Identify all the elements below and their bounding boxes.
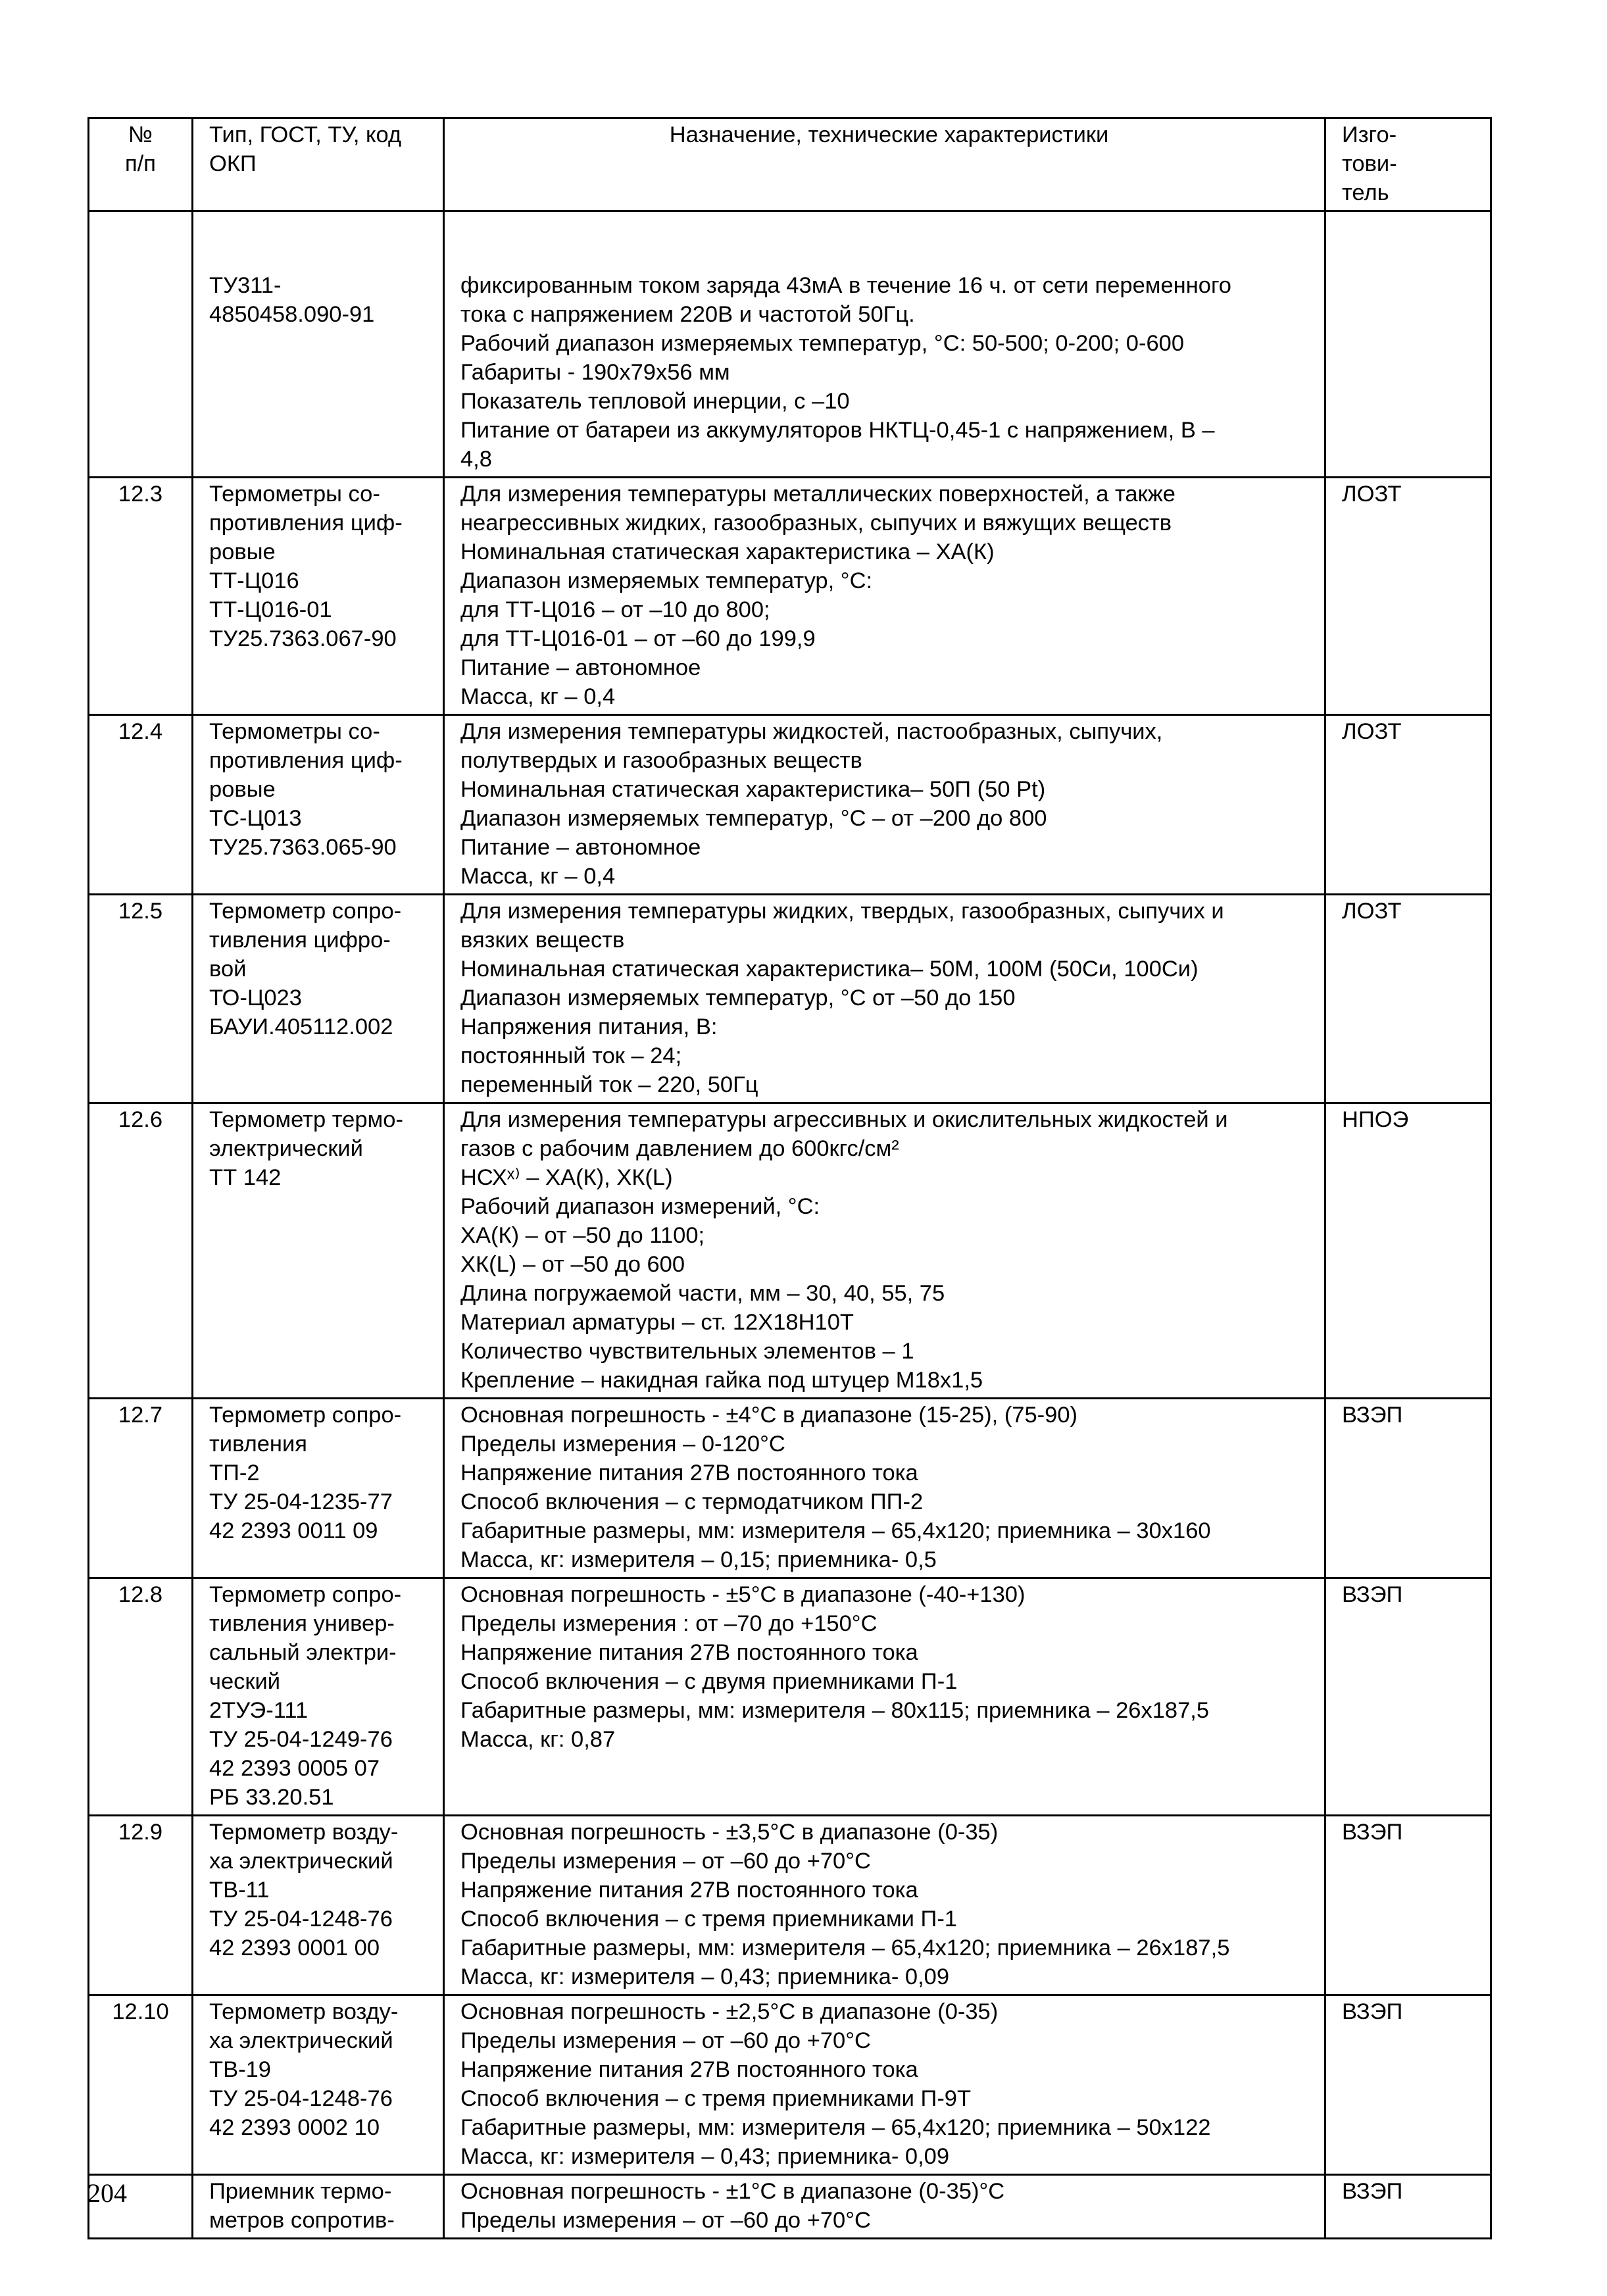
row-manufacturer: ЛОЗТ <box>1325 895 1491 1103</box>
description-line: тока с напряжением 220В и частотой 50Гц. <box>460 302 915 327</box>
type-line: ровые <box>209 539 276 564</box>
description-line: Основная погрешность - ±4°С в диапазоне (15-25), (75-90) <box>460 1403 1078 1428</box>
description-line: Количество чувствительных элементов – 1 <box>460 1339 914 1364</box>
table-row <box>89 895 1491 1103</box>
type-line: ТВ-19 <box>209 2057 271 2082</box>
row-description <box>444 1578 1325 1816</box>
header-line: Тип, ГОСТ, ТУ, код <box>209 122 402 147</box>
description-line: Материал арматуры – ст. 12Х18Н10Т <box>460 1310 854 1335</box>
type-line: ТУ25.7363.065-90 <box>209 835 397 860</box>
description-line: для ТТ-Ц016 – от –10 до 800; <box>460 597 770 622</box>
header-line: ОКП <box>209 151 257 176</box>
row-number: 12.9 <box>89 1816 193 1995</box>
row-manufacturer: ЛОЗТ <box>1325 478 1491 715</box>
type-line: ха электрический <box>209 2028 393 2053</box>
description-line: Для измерения температуры жидких, твердых, газообразных, сыпучих и <box>460 899 1224 924</box>
type-line: ТТ-Ц016-01 <box>209 597 332 622</box>
description-line: Питание от батареи из аккумуляторов НКТЦ-0,45-1 с напряжением, В – <box>460 418 1215 443</box>
type-line: Термометр сопро- <box>209 1403 402 1428</box>
header-line: п/п <box>125 151 156 176</box>
row-number: 12.7 <box>89 1399 193 1578</box>
type-line: ТУ25.7363.067-90 <box>209 626 397 651</box>
description-line: Способ включения – с тремя приемниками П-1 <box>460 1907 957 1932</box>
row-manufacturer: ВЗЭП <box>1325 1816 1491 1995</box>
description-line: Пределы измерения – 0-120°С <box>460 1432 785 1457</box>
description-line <box>460 242 1318 271</box>
type-line: ТВ-11 <box>209 1878 270 1903</box>
description-line: Основная погрешность - ±3,5°С в диапазоне (0-35) <box>460 1820 999 1845</box>
row-type <box>193 1103 444 1399</box>
header-line: № <box>128 122 153 147</box>
type-line: ТП-2 <box>209 1460 260 1485</box>
description-line <box>460 213 1318 242</box>
row-description <box>444 1399 1325 1578</box>
description-line: Пределы измерения – от –60 до +70°С <box>460 2028 871 2053</box>
row-number: 12.6 <box>89 1103 193 1399</box>
description-line: Габариты - 190х79х56 мм <box>460 360 730 385</box>
table-row <box>89 478 1491 715</box>
row-type <box>193 1399 444 1578</box>
description-line: 4,8 <box>460 447 492 472</box>
table-header-row <box>89 118 1491 211</box>
description-line: Габаритные размеры, мм: измерителя – 65,4х120; приемника – 30х160 <box>460 1518 1211 1543</box>
type-line: Термометр сопро- <box>209 899 402 924</box>
description-line: Рабочий диапазон измеряемых температур, °С: 50-500; 0-200; 0-600 <box>460 331 1185 356</box>
description-line: Показатель тепловой инерции, с –10 <box>460 389 850 414</box>
row-number: 12.8 <box>89 1578 193 1816</box>
description-line: Способ включения – с тремя приемниками П-9Т <box>460 2086 972 2111</box>
row-type <box>193 478 444 715</box>
type-line: ческий <box>209 1669 281 1694</box>
description-line: Напряжение питания 27В постоянного тока <box>460 1640 918 1665</box>
row-type <box>193 1995 444 2175</box>
type-line: ТУ 25-04-1248-76 <box>209 1907 393 1932</box>
type-line: 42 2393 0002 10 <box>209 2115 380 2140</box>
description-line: Диапазон измеряемых температур, °С от –50 до 150 <box>460 986 1016 1011</box>
row-number <box>89 211 193 478</box>
row-description <box>444 1816 1325 1995</box>
row-description <box>444 1103 1325 1399</box>
table-body <box>89 211 1491 2239</box>
row-description <box>444 478 1325 715</box>
type-line: ТУ 25-04-1235-77 <box>209 1489 393 1514</box>
row-description <box>444 895 1325 1103</box>
description-line: Крепление – накидная гайка под штуцер М18х1,5 <box>460 1368 983 1393</box>
description-line: Номинальная статическая характеристика– 50П (50 Pt) <box>460 777 1046 802</box>
row-type <box>193 1816 444 1995</box>
description-line: постоянный ток – 24; <box>460 1043 682 1068</box>
table-row <box>89 2175 1491 2239</box>
type-line: тивления универ- <box>209 1611 395 1636</box>
row-manufacturer: ВЗЭП <box>1325 1995 1491 2175</box>
row-manufacturer: ЛОЗТ <box>1325 715 1491 895</box>
type-line: ТУ311- <box>209 273 282 298</box>
header-manufacturer <box>1325 118 1491 211</box>
header-line: тель <box>1342 180 1389 205</box>
type-line: 4850458.090-91 <box>209 302 375 327</box>
table-row <box>89 211 1491 478</box>
description-line: Для измерения температуры жидкостей, пастообразных, сыпучих, <box>460 719 1163 744</box>
type-line: ТТ 142 <box>209 1165 282 1190</box>
type-line: электрический <box>209 1136 363 1161</box>
row-description <box>444 715 1325 895</box>
description-line: Напряжение питания 27В постоянного тока <box>460 2057 918 2082</box>
type-line: ТУ 25-04-1248-76 <box>209 2086 393 2111</box>
description-line: для ТТ-Ц016-01 – от –60 до 199,9 <box>460 626 816 651</box>
type-line: Термометры со- <box>209 719 380 744</box>
type-line: ТС-Ц013 <box>209 806 302 831</box>
description-line: Длина погружаемой части, мм – 30, 40, 55, 75 <box>460 1281 945 1306</box>
description-line: ХА(К) – от –50 до 1100; <box>460 1223 705 1248</box>
description-line: Напряжения питания, В: <box>460 1014 718 1039</box>
type-line: ТТ-Ц016 <box>209 568 299 593</box>
row-type <box>193 2175 444 2239</box>
header-line: тови- <box>1342 151 1397 176</box>
row-description <box>444 211 1325 478</box>
row-manufacturer: ВЗЭП <box>1325 1399 1491 1578</box>
table-row <box>89 1816 1491 1995</box>
type-line: Термометры со- <box>209 482 380 507</box>
specification-table <box>87 117 1492 2239</box>
row-type <box>193 715 444 895</box>
description-line: вязких веществ <box>460 928 625 953</box>
row-description <box>444 2175 1325 2239</box>
description-line: Пределы измерения – от –60 до +70°С <box>460 1849 871 1874</box>
description-line: Масса, кг – 0,4 <box>460 864 616 889</box>
type-line: тивления цифро- <box>209 928 391 953</box>
description-line: Габаритные размеры, мм: измерителя – 80х115; приемника – 26х187,5 <box>460 1698 1210 1723</box>
type-line: ровые <box>209 777 276 802</box>
description-line: Основная погрешность - ±2,5°С в диапазоне (0-35) <box>460 1999 999 2024</box>
type-line: Термометр сопро- <box>209 1582 402 1607</box>
description-line: Способ включения – с двумя приемниками П-1 <box>460 1669 958 1694</box>
description-line: Габаритные размеры, мм: измерителя – 65,4х120; приемника – 26х187,5 <box>460 1935 1230 1960</box>
description-line: Напряжение питания 27В постоянного тока <box>460 1460 918 1485</box>
type-line: тивления <box>209 1432 307 1457</box>
table-row <box>89 1995 1491 2175</box>
row-number: 12.4 <box>89 715 193 895</box>
description-line: Рабочий диапазон измерений, °С: <box>460 1194 820 1219</box>
page-number: 204 <box>87 2178 127 2208</box>
type-line: 2ТУЭ-111 <box>209 1698 309 1723</box>
row-description <box>444 1995 1325 2175</box>
type-line: ТУ 25-04-1249-76 <box>209 1727 393 1752</box>
row-manufacturer <box>1325 211 1491 478</box>
description-line: Для измерения температуры агрессивных и окислительных жидкостей и <box>460 1107 1228 1132</box>
description-line: Напряжение питания 27В постоянного тока <box>460 1878 918 1903</box>
table-row <box>89 715 1491 895</box>
row-number: 12.10 <box>89 1995 193 2175</box>
description-line: Масса, кг – 0,4 <box>460 684 616 709</box>
description-line: Основная погрешность - ±1°С в диапазоне (0-35)°С <box>460 2179 1005 2204</box>
row-manufacturer: ВЗЭП <box>1325 2175 1491 2239</box>
description-line: Масса, кг: измерителя – 0,43; приемника- 0,09 <box>460 1964 950 1989</box>
row-type <box>193 1578 444 1816</box>
description-line: Диапазон измеряемых температур, °С – от –200 до 800 <box>460 806 1047 831</box>
header-type <box>193 118 444 211</box>
type-line: Термометр возду- <box>209 1820 399 1845</box>
type-line: ТО-Ц023 <box>209 986 302 1011</box>
header-line: Изго- <box>1342 122 1397 147</box>
description-line: неагрессивных жидких, газообразных, сыпучих и вяжущих веществ <box>460 511 1172 536</box>
type-line: вой <box>209 957 247 982</box>
type-line <box>209 242 443 271</box>
type-line: 42 2393 0001 00 <box>209 1935 380 1960</box>
table-row <box>89 1399 1491 1578</box>
description-line: Номинальная статическая характеристика– 50М, 100М (50Си, 100Си) <box>460 957 1199 982</box>
description-line: ХК(L) – от –50 до 600 <box>460 1252 685 1277</box>
description-line: фиксированным током заряда 43мА в течение 16 ч. от сети переменного <box>460 273 1231 298</box>
type-line: РБ 33.20.51 <box>209 1785 334 1810</box>
description-line: Пределы измерения – от –60 до +70°С <box>460 2208 871 2233</box>
description-line: Масса, кг: измерителя – 0,43; приемника- 0,09 <box>460 2144 950 2169</box>
description-line: Для измерения температуры металлических поверхностей, а также <box>460 482 1175 507</box>
description-line: полутвердых и газообразных веществ <box>460 748 862 773</box>
header-description: Назначение, технические характеристики <box>444 118 1325 211</box>
description-line: Способ включения – с термодатчиком ПП-2 <box>460 1489 924 1514</box>
type-line: 42 2393 0011 09 <box>209 1518 378 1543</box>
description-line: НСХˣ⁾ – ХА(К), ХК(L) <box>460 1165 673 1190</box>
row-manufacturer: НПОЭ <box>1325 1103 1491 1399</box>
table-row <box>89 1103 1491 1399</box>
row-type <box>193 895 444 1103</box>
description-line: Масса, кг: 0,87 <box>460 1727 616 1752</box>
row-manufacturer: ВЗЭП <box>1325 1578 1491 1816</box>
description-line: Номинальная статическая характеристика – ХА(К) <box>460 539 995 564</box>
row-number: 12.3 <box>89 478 193 715</box>
type-line: метров сопротив- <box>209 2208 395 2233</box>
description-line: Основная погрешность - ±5°С в диапазоне (-40-+130) <box>460 1582 1026 1607</box>
table-row <box>89 1578 1491 1816</box>
description-line: переменный ток – 220, 50Гц <box>460 1072 758 1097</box>
description-line: Диапазон измеряемых температур, °С: <box>460 568 873 593</box>
description-line: Габаритные размеры, мм: измерителя – 65,4х120; приемника – 50х122 <box>460 2115 1211 2140</box>
description-line: Масса, кг: измерителя – 0,15; приемника- 0,5 <box>460 1547 937 1572</box>
header-number <box>89 118 193 211</box>
type-line <box>209 213 443 242</box>
type-line: сальный электри- <box>209 1640 397 1665</box>
type-line: 42 2393 0005 07 <box>209 1756 380 1781</box>
type-line: ха электрический <box>209 1849 393 1874</box>
type-line: Приемник термо- <box>209 2179 392 2204</box>
type-line: БАУИ.405112.002 <box>209 1014 393 1039</box>
type-line: Термометр термо- <box>209 1107 403 1132</box>
type-line: противления циф- <box>209 511 403 536</box>
type-line: Термометр возду- <box>209 1999 399 2024</box>
description-line: Пределы измерения : от –70 до +150°С <box>460 1611 878 1636</box>
description-line: Питание – автономное <box>460 835 701 860</box>
type-line: противления циф- <box>209 748 403 773</box>
row-type <box>193 211 444 478</box>
description-line: газов с рабочим давлением до 600кгс/см² <box>460 1136 899 1161</box>
row-number: 12.5 <box>89 895 193 1103</box>
description-line: Питание – автономное <box>460 655 701 680</box>
